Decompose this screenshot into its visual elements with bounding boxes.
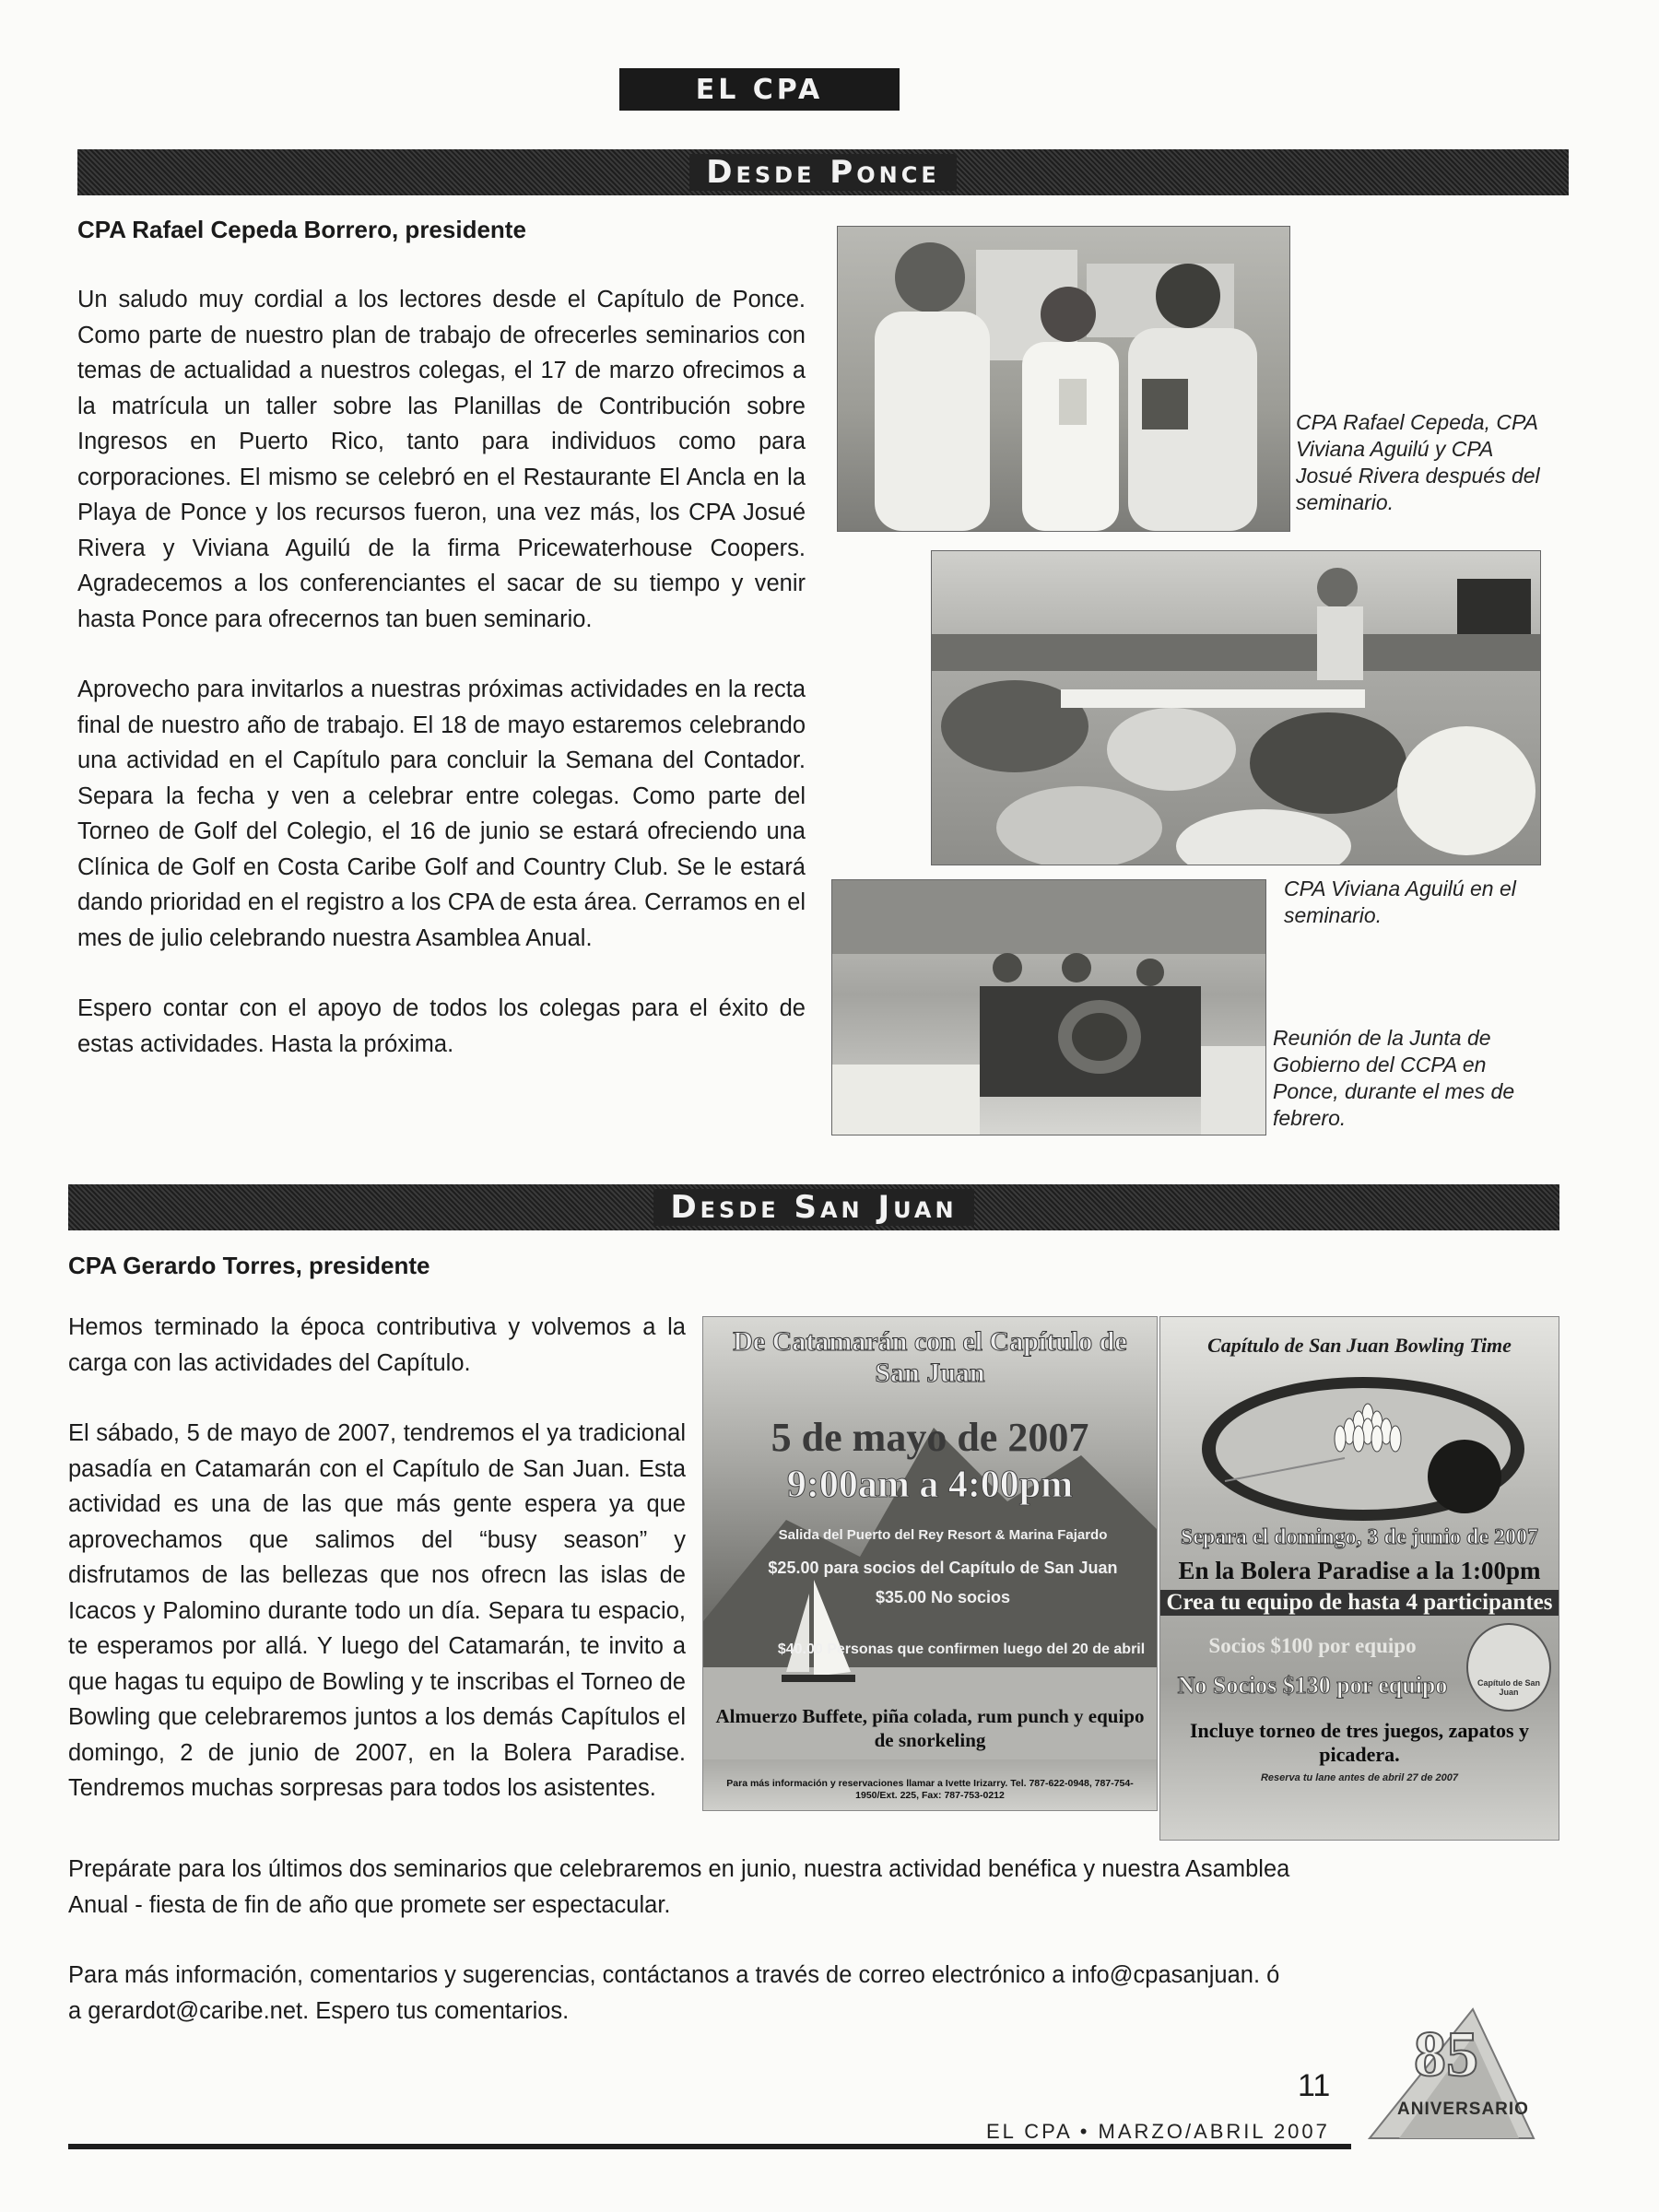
sanjuan-paragraph: Prepárate para los últimos dos seminarios que celebraremos en junio, nuestra actividad benéfica y nuestra Asamblea Anual - fiesta de fin de año que promete ser espectacular. xyxy=(68,1856,1290,1918)
flyer-bowling xyxy=(1159,1316,1559,1841)
photo-seminar-presenters-art xyxy=(838,227,1289,531)
ponce-paragraph: Espero contar con el apoyo de todos los colegas para el éxito de estas actividades. Hasta la próxima. xyxy=(77,995,806,1057)
sanjuan-article-body xyxy=(68,1310,686,1841)
header-banner xyxy=(619,68,900,111)
photo-seminar-audience-art xyxy=(932,551,1540,865)
footer-publication: EL CPA • MARZO/ABRIL 2007 xyxy=(986,2120,1330,2143)
photo-seminar-audience xyxy=(931,550,1541,865)
flyer-catamaran xyxy=(702,1316,1158,1811)
flyer-catamaran-detail: $40.00 Personas que confirmen luego del 20 de abril xyxy=(777,1641,1146,1657)
sanjuan-section-title: Desde San Juan xyxy=(653,1189,973,1226)
sanjuan-paragraph: Para más información, comentarios y sugerencias, contáctanos a través de correo electrónico a info@cpasanjuan. ó a gerardot@caribe.net. Espero tus comentarios. xyxy=(68,1962,1280,2024)
ponce-byline: CPA Rafael Cepeda Borrero, presidente xyxy=(77,216,526,243)
anniversary-label: ANIVERSARIO xyxy=(1397,2100,1529,2119)
flyer-bowling-price2: No Socios $130 por equipo xyxy=(1177,1672,1448,1699)
chapter-seal-icon xyxy=(1466,1623,1551,1712)
flyer-catamaran-detail: $35.00 No socios xyxy=(875,1588,1011,1606)
caption-seminar-presenters: CPA Rafael Cepeda, CPA Viviana Aguilú y CPA Josué Rivera después del seminario. xyxy=(1296,410,1540,514)
photo-board-meeting xyxy=(831,879,1266,1135)
flyer-catamaran-title: De Catamarán con el Capítulo de San Juan xyxy=(733,1326,1127,1388)
flyer-bowling-line5: Reserva tu lane antes de abril 27 de 2007 xyxy=(1260,1772,1458,1783)
footer-rule xyxy=(68,2144,1351,2149)
photo-board-meeting-art xyxy=(832,880,1265,1135)
flyer-bowling-line4: Incluye torneo de tres juegos, zapatos y picadera. xyxy=(1189,1719,1530,1766)
anniversary-number: 85 xyxy=(1414,2019,1478,2090)
ponce-section-title: Desde Ponce xyxy=(689,154,956,191)
flyer-bowling-title: Capítulo de San Juan Bowling Time xyxy=(1207,1334,1512,1357)
flyer-bowling-line3: Crea tu equipo de hasta 4 participantes xyxy=(1160,1590,1559,1616)
sanjuan-paragraph: El sábado, 5 de mayo de 2007, tendremos el ya tradicional pasadía en Catamarán con el Capítulo de San Juan. Esta actividad es una de las que más gente espera ya que aprovechamos que salimos del “busy season” y disfrutamos de las bellezas que nos ofrecn las islas de Icacos y Palomino durante todo un día. Separa tu espacio, te esperamos por allá. Y luego del Catamarán, te invito a que hagas tu equipo de Bowling y te inscribas el Torneo de Bowling que celebraremos juntos a los demás Capítulos el domingo, 2 de junio de 2007, en la Bolera Paradise. Tendremos muchas sorpresas para todos los asistentes. xyxy=(68,1420,686,1801)
anniversary-logo xyxy=(1362,2000,1541,2147)
caption-seminar-audience: CPA Viviana Aguilú en el seminario. xyxy=(1284,877,1516,927)
ponce-paragraph: Aprovecho para invitarlos a nuestras próximas actividades en la recta final de nuestro año de trabajo. El 18 de mayo estaremos celebrando una actividad en el Capítulo para concluir la Semana del Contador. Separa la fecha y ven a celebrar entre colegas. Como parte del Torneo de Golf del Colegio, el 16 de junio se estará ofreciendo una Clínica de Golf en Costa Caribe Golf and Country Club. Se le estará dando prioridad en el registro a los CPA de esta área. Cerramos en el mes de julio celebrando nuestra Asamblea Anual. xyxy=(77,677,806,951)
flyer-catamaran-detail: Salida del Puerto del Rey Resort & Marina Fajardo xyxy=(778,1527,1108,1543)
flyer-bowling-line2: En la Bolera Paradise a la 1:00pm xyxy=(1178,1557,1541,1584)
sanjuan-article-body-wide xyxy=(68,1852,1294,2064)
photo-seminar-presenters xyxy=(837,226,1290,532)
bowling-lane-icon xyxy=(1160,1371,1559,1527)
page-number: 11 xyxy=(1298,2068,1331,2103)
header-label: EL CPA xyxy=(695,73,824,106)
sanjuan-section-banner xyxy=(68,1184,1559,1230)
caption-board-meeting: Reunión de la Junta de Gobierno del CCPA en Ponce, durante el mes de febrero. xyxy=(1273,1026,1515,1130)
flyer-bowling-price1: Socios $100 por equipo xyxy=(1208,1634,1417,1657)
flyer-catamaran-time: 9:00am a 4:00pm xyxy=(786,1464,1074,1506)
ponce-section-banner xyxy=(77,149,1569,195)
flyer-catamaran-footer: Para más información y reservaciones llamar a Ivette Irizarry. Tel. 787-622-0948, 787-754-1950/Ext. 225, Fax: 787-753-0212 xyxy=(726,1778,1134,1801)
flyer-catamaran-food: Almuerzo Buffete, piña colada, rum punch y equipo de snorkeling xyxy=(715,1705,1145,1751)
ponce-article-body xyxy=(77,282,806,1097)
sanjuan-paragraph: Hemos terminado la época contributiva y volvemos a la carga con las actividades del Capítulo. xyxy=(68,1314,686,1376)
flyer-catamaran-date: 5 de mayo de 2007 xyxy=(771,1415,1089,1460)
ponce-paragraph: Un saludo muy cordial a los lectores desde el Capítulo de Ponce. Como parte de nuestro plan de trabajo de ofrecerles seminarios con temas de actualidad a nuestros colegas, el 17 de marzo ofrecimos a la matrícula un taller sobre las Planillas de Contribución sobre Ingresos en Puerto Rico, tanto para individuos como para corporaciones. El mismo se celebró en el Restaurante El Ancla en la Playa de Ponce y los recursos fueron, una vez más, los CPA Josué Rivera y Viviana Aguilú de la firma Pricewaterhouse Coopers. Agradecemos a los conferenciantes el sacar de su tiempo y venir hasta Ponce para ofrecernos tan buen seminario. xyxy=(77,287,806,632)
chapter-seal-label: Capítulo de San Juan xyxy=(1477,1678,1540,1697)
sanjuan-byline: CPA Gerardo Torres, presidente xyxy=(68,1252,430,1279)
flyer-catamaran-detail: $25.00 para socios del Capítulo de San Juan xyxy=(768,1559,1118,1577)
flyer-bowling-line1: Separa el domingo, 3 de junio de 2007 xyxy=(1180,1525,1539,1549)
